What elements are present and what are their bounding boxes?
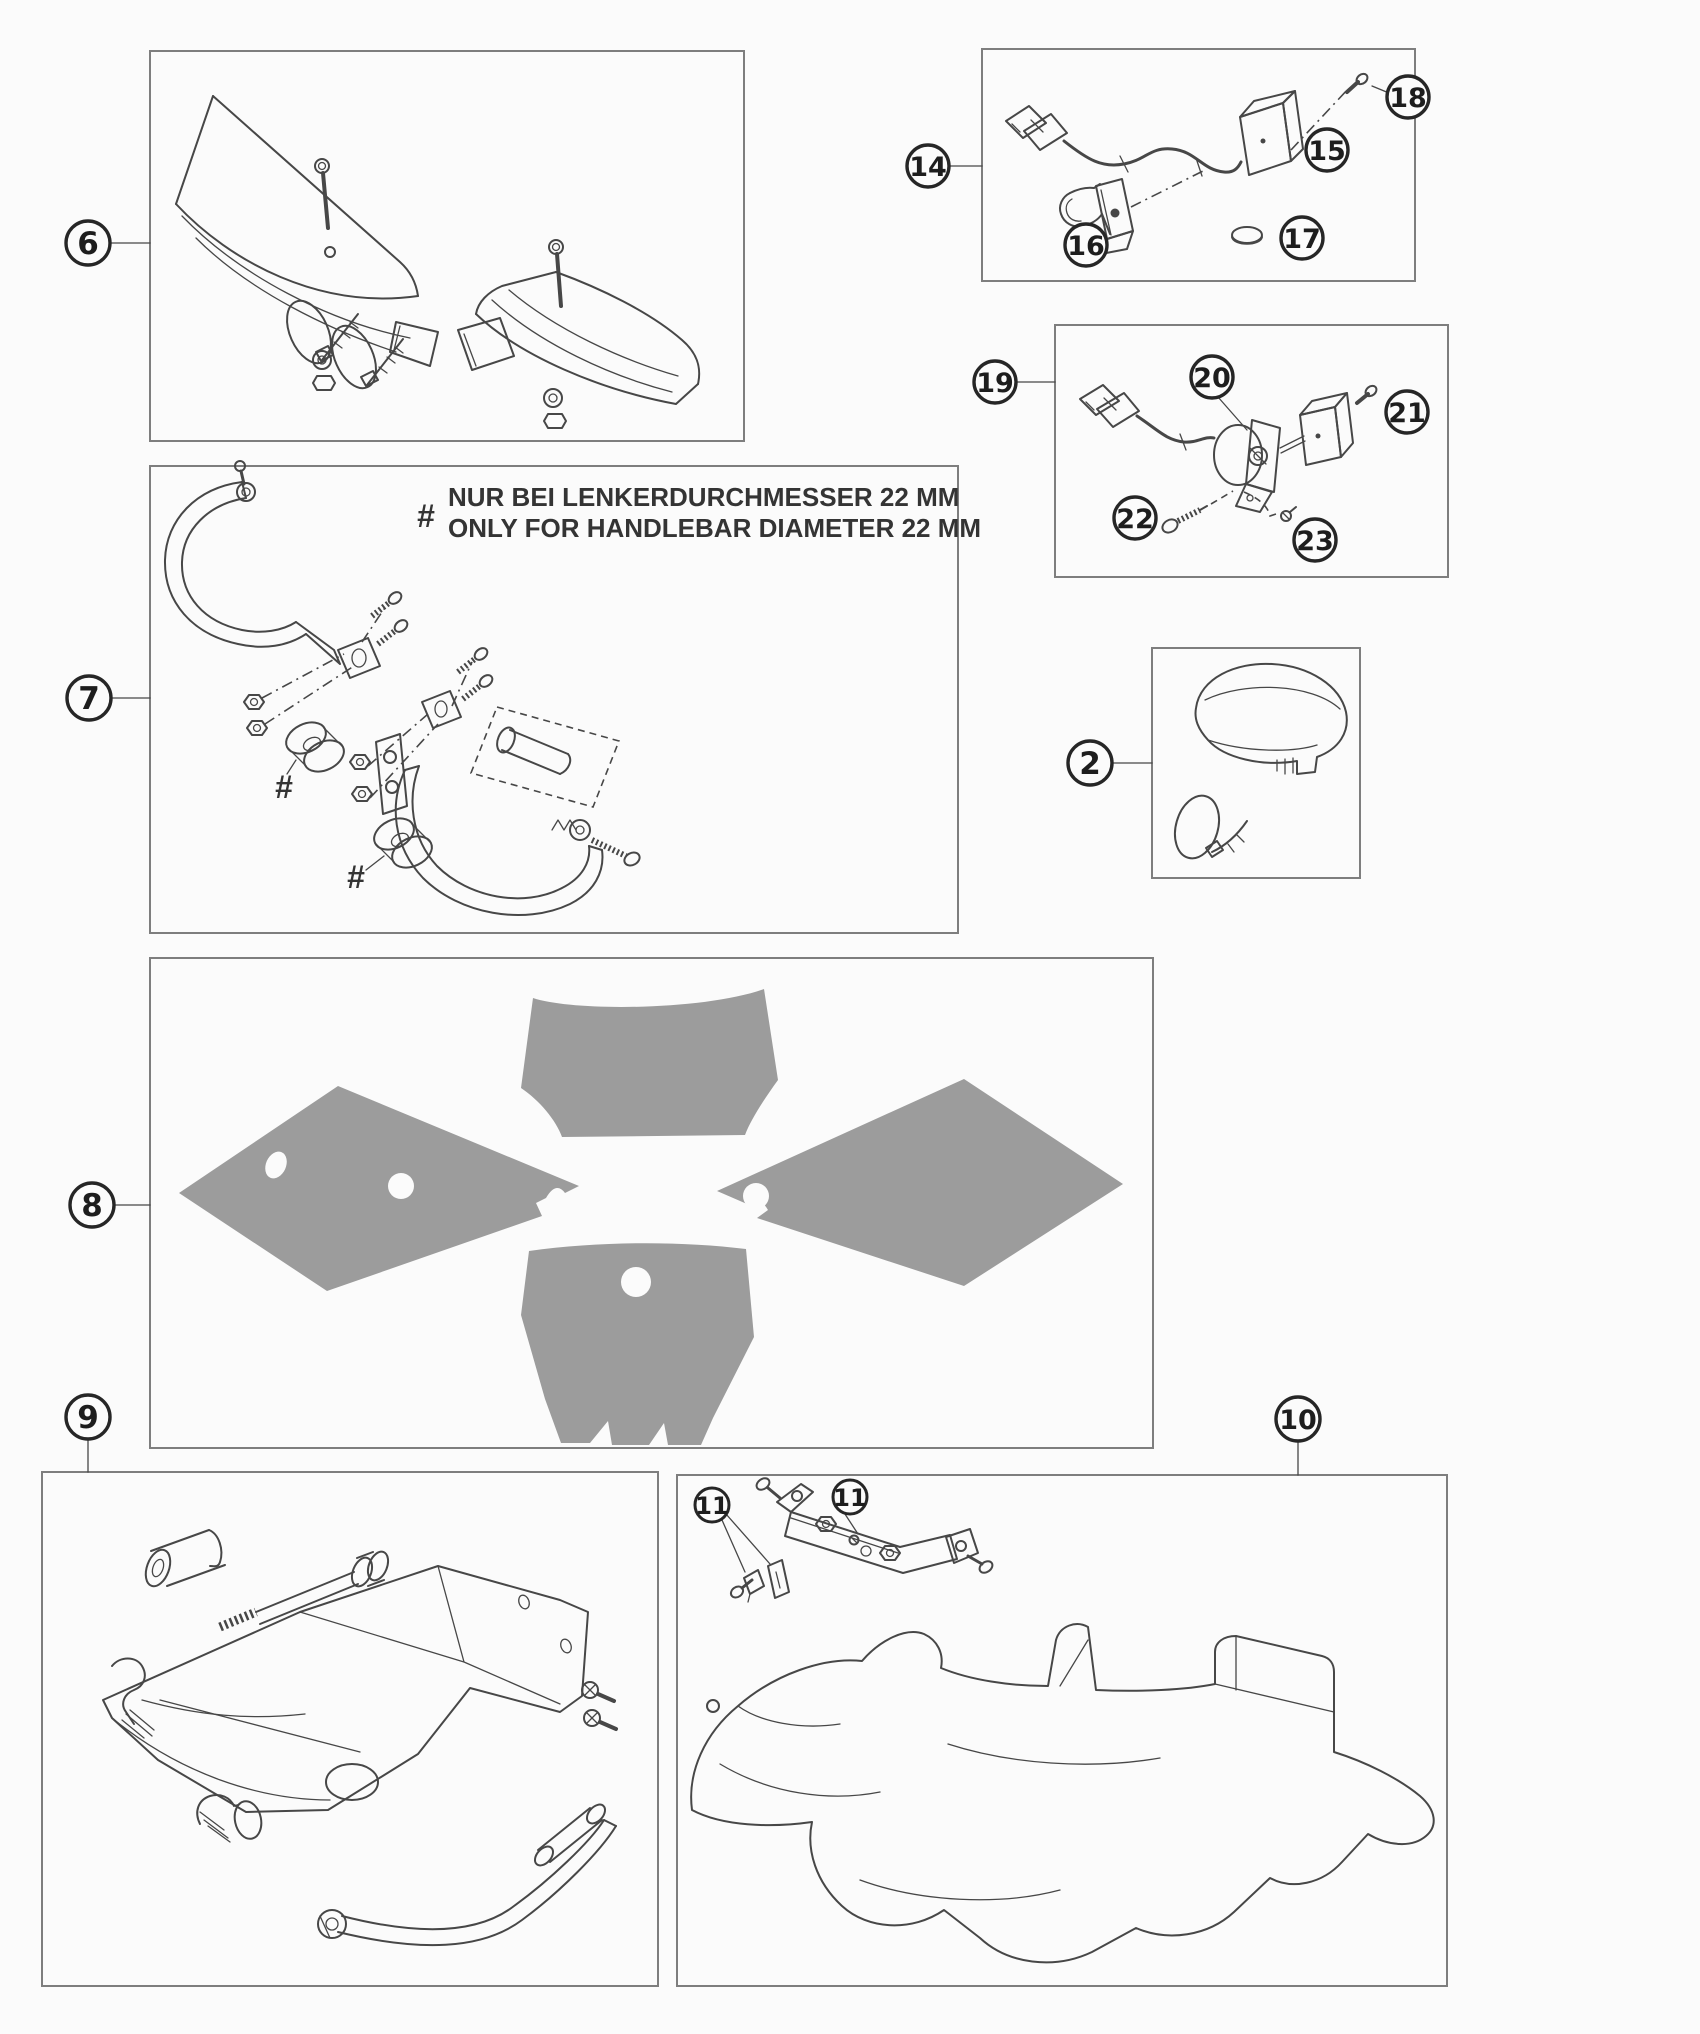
handlebar-grip-stub bbox=[471, 707, 619, 807]
skidplate-alu-plate bbox=[103, 1566, 588, 1812]
decal-left-side-panel bbox=[179, 1086, 579, 1291]
svg-text:18: 18 bbox=[1389, 83, 1427, 114]
svg-text:11: 11 bbox=[695, 1492, 729, 1520]
callout-10 bbox=[1276, 1397, 1320, 1441]
left-guard-bar bbox=[165, 461, 340, 664]
sensor-unit-20 bbox=[1214, 420, 1280, 512]
wiring-harness-b bbox=[1137, 416, 1214, 442]
control-unit-box-15 bbox=[1240, 91, 1303, 175]
right-guard-bar bbox=[396, 766, 603, 915]
left-handguard-shell bbox=[176, 96, 438, 366]
svg-text:9: 9 bbox=[77, 1400, 99, 1436]
screw-21 bbox=[1357, 384, 1378, 403]
wiring-harness-a bbox=[1064, 141, 1241, 172]
screw-22 bbox=[1160, 506, 1207, 535]
callout-19 bbox=[974, 361, 1016, 403]
callout-14 bbox=[907, 145, 949, 187]
callout-16 bbox=[1065, 224, 1107, 266]
harness-clip-marks bbox=[1120, 156, 1202, 176]
clamp-bolts-left bbox=[372, 590, 410, 644]
bar-end-hardware bbox=[552, 820, 642, 868]
svg-text:14: 14 bbox=[909, 152, 947, 183]
svg-text:20: 20 bbox=[1193, 363, 1231, 394]
decal-kit-drawing bbox=[179, 989, 1123, 1445]
svg-text:21: 21 bbox=[1388, 398, 1426, 429]
svg-text:8: 8 bbox=[81, 1188, 103, 1224]
clamp-bolts-right bbox=[458, 646, 495, 699]
panel-frame-skidplate-alu bbox=[42, 1472, 658, 1986]
skidplate-alu-drawing bbox=[103, 1530, 616, 1945]
handguard-shells-drawing bbox=[176, 96, 699, 428]
note-line-german: NUR BEI LENKERDURCHMESSER 22 MM bbox=[448, 482, 960, 512]
callout-6 bbox=[66, 221, 110, 265]
callout-7 bbox=[67, 676, 111, 720]
screw-18 bbox=[1347, 72, 1369, 92]
panel-frame-single-handguard bbox=[1152, 648, 1360, 878]
callout-11-left bbox=[695, 1488, 729, 1522]
callout-21 bbox=[1386, 391, 1428, 433]
callout-20 bbox=[1191, 356, 1233, 398]
flange-bolts bbox=[582, 1682, 616, 1729]
decal-right-side-panel bbox=[717, 1079, 1123, 1286]
sensor-axle bbox=[1280, 436, 1305, 453]
svg-text:19: 19 bbox=[976, 368, 1014, 399]
callout-17 bbox=[1281, 217, 1323, 259]
svg-text:11: 11 bbox=[833, 1484, 867, 1512]
hash-left-bushing: # bbox=[275, 769, 293, 805]
svg-text:17: 17 bbox=[1283, 224, 1321, 255]
mount-bracket-strap bbox=[777, 1484, 978, 1573]
handguard-washer-nut-right bbox=[544, 389, 566, 428]
rubber-button-17 bbox=[1232, 227, 1262, 244]
frame-hook-2 bbox=[197, 1795, 264, 1842]
svg-text:7: 7 bbox=[78, 681, 100, 717]
svg-text:2: 2 bbox=[1079, 746, 1101, 782]
assembly-axes-right bbox=[368, 662, 472, 798]
callout-2 bbox=[1068, 741, 1112, 785]
connector-plug-b bbox=[1080, 385, 1139, 427]
panel-frame-skidplate-plastic bbox=[677, 1475, 1447, 1986]
clamp-nuts-right bbox=[350, 755, 372, 801]
long-mounting-bolt bbox=[220, 1549, 392, 1627]
cable-tie-3 bbox=[1168, 790, 1247, 863]
callout-15 bbox=[1306, 129, 1348, 171]
callout-18 bbox=[1387, 76, 1429, 118]
control-box-21 bbox=[1300, 393, 1353, 465]
decal-front-plate bbox=[521, 1243, 754, 1445]
skidplate-plastic-shell bbox=[691, 1624, 1434, 1962]
screw-23 bbox=[1281, 507, 1296, 521]
handguard-mount-kit-drawing bbox=[165, 461, 981, 915]
assembly-axis-16 bbox=[1131, 171, 1203, 207]
frame-hook-1 bbox=[112, 1659, 305, 1739]
panel-frame-handguard-shells bbox=[150, 51, 744, 441]
skidplate-plastic-drawing bbox=[691, 1476, 1434, 1962]
right-handguard-shell bbox=[458, 272, 699, 404]
callout-11-right bbox=[833, 1480, 867, 1514]
svg-text:22: 22 bbox=[1116, 504, 1154, 535]
svg-text:16: 16 bbox=[1067, 231, 1105, 262]
connector-plug-a bbox=[1006, 106, 1067, 150]
support-tube bbox=[318, 1801, 616, 1945]
callout-9 bbox=[66, 1395, 110, 1439]
decal-start-plate bbox=[521, 989, 778, 1137]
handlebar-bushing-right bbox=[366, 812, 437, 874]
handguard-shell-2 bbox=[1196, 664, 1347, 774]
assembly-axes-left bbox=[262, 606, 386, 724]
clamp-nuts-left bbox=[244, 695, 267, 735]
svg-text:6: 6 bbox=[77, 226, 99, 262]
note-hash-marker: # bbox=[417, 498, 435, 534]
svg-text:23: 23 bbox=[1296, 526, 1334, 557]
callout-22 bbox=[1114, 497, 1156, 539]
bar-clamp-right bbox=[422, 691, 461, 728]
note-line-english: ONLY FOR HANDLEBAR DIAMETER 22 MM bbox=[448, 513, 982, 543]
spacer-sleeve bbox=[141, 1530, 225, 1590]
callout-8 bbox=[70, 1183, 114, 1227]
assembly-axis-22 bbox=[1211, 491, 1233, 504]
svg-text:10: 10 bbox=[1279, 1405, 1317, 1436]
callout-23 bbox=[1294, 519, 1336, 561]
hash-right-bushing: # bbox=[347, 859, 365, 895]
single-handguard-drawing bbox=[1168, 664, 1347, 864]
svg-text:15: 15 bbox=[1308, 136, 1346, 167]
rubber-damper-pieces bbox=[729, 1560, 789, 1602]
